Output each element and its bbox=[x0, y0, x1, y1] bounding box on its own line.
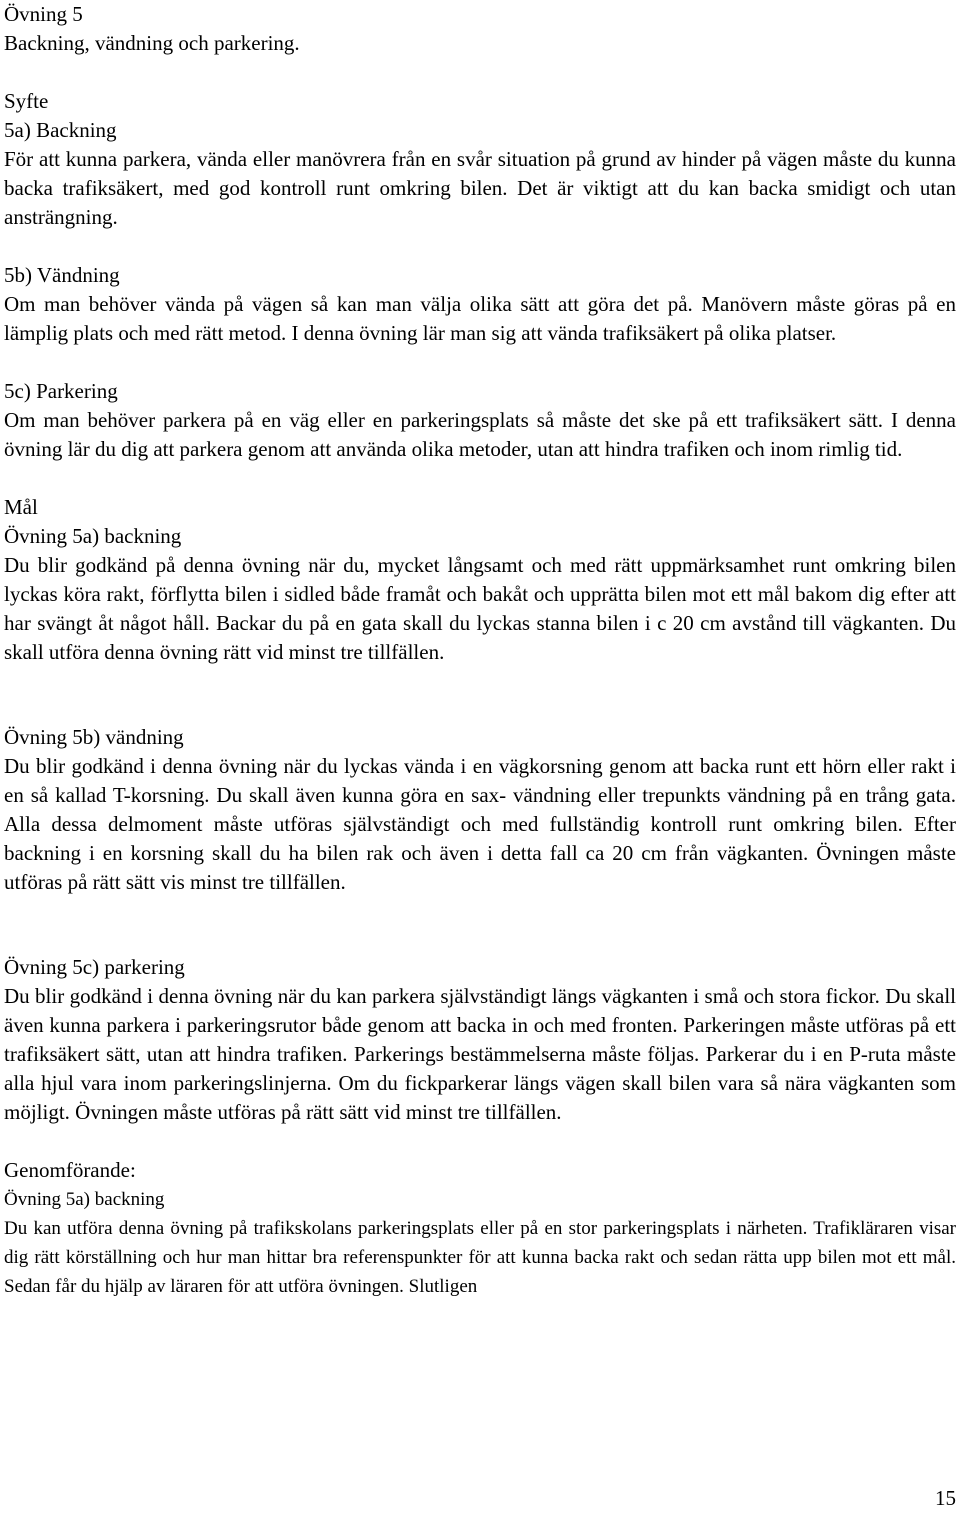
mal-a-heading: Övning 5a) backning bbox=[4, 524, 182, 548]
syfte-a-heading: 5a) Backning bbox=[4, 118, 117, 142]
mal-b-text: Du blir godkänd i denna övning när du lyckas vända i en vägkorsning genom att backa runt ett hörn eller rakt i en så kallad T-korsning. Du skall även kunna göra en sax- vändning eller trepunkts vändning på en trång gata. Alla dessa delmoment måste utföras självständigt och med fullständig kontroll runt omkring bilen. Efter backning i en korsning skall du ha bilen rak och även i detta fall ca 20 cm från vägkanten. Övningen måste utföras på rätt sätt vis minst tre tillfällen. bbox=[4, 754, 956, 894]
mal-heading: Mål bbox=[4, 495, 38, 519]
mal-a-text: Du blir godkänd på denna övning när du, mycket långsamt och med rätt uppmärksamhet runt omkring bilen lyckas köra rakt, förflytta bilen i sidled både framåt och bakåt och upprätta bilen mot ett mål bakom dig efter att har svängt åt något håll. Backar du på en gata skall du lyckas stanna bilen i c 20 cm avstånd till vägkanten. Du skall utföra denna övning rätt vid minst tre tillfällen. bbox=[4, 553, 956, 664]
mal-b-heading: Övning 5b) vändning bbox=[4, 725, 184, 749]
syfte-c-text: Om man behöver parkera på en väg eller en parkeringsplats så måste det ske på ett trafiksäkert sätt. I denna övning lär du dig att parkera genom att använda olika metoder, utan att hindra trafiken och inom rimlig tid. bbox=[4, 408, 956, 461]
genomforande-heading: Genomförande: bbox=[4, 1158, 136, 1182]
syfte-heading: Syfte bbox=[4, 89, 49, 113]
syfte-c-heading: 5c) Parkering bbox=[4, 379, 118, 403]
genomforande-a-text: Du kan utföra denna övning på trafikskolans parkeringsplats eller på en stor parkeringsplats i närheten. Trafikläraren visar dig rätt körställning och hur man hittar bra referenspunkter för att kunna backa rakt och sedan rätta upp bilen mot ett mål. Sedan får du hjälp av läraren för att utföra övningen. Slutligen bbox=[4, 1218, 956, 1297]
page-number: 15 bbox=[935, 1486, 956, 1510]
document-page bbox=[4, 0, 956, 1301]
exercise-title: Backning, vändning och parkering. bbox=[4, 31, 300, 55]
syfte-b-text: Om man behöver vända på vägen så kan man välja olika sätt att göra det på. Manövern måste göras på en lämplig plats och med rätt metod. I denna övning lär man sig att vända trafiksäkert på olika platser. bbox=[4, 292, 956, 345]
mal-c-text: Du blir godkänd i denna övning när du kan parkera självständigt längs vägkanten i små och stora fickor. Du skall även kunna parkera i parkeringsrutor både genom att backa in och med fronten. Parkeringen måste utföras på ett trafiksäkert sätt, utan att hindra trafiken. Parkerings bestämmelserna måste följas. Parkerar du i en P-ruta måste alla hjul vara inom parkeringslinjerna. Om du fickparkerar längs vägen skall bilen vara så nära vägkanten som möjligt. Övningen måste utföras på rätt sätt vid minst tre tillfällen. bbox=[4, 984, 956, 1124]
syfte-b-heading: 5b) Vändning bbox=[4, 263, 120, 287]
syfte-a-text: För att kunna parkera, vända eller manövrera från en svår situation på grund av hinder på vägen måste du kunna backa trafiksäkert, med god kontroll runt omkring bilen. Det är viktigt att du kan backa smidigt och utan ansträngning. bbox=[4, 147, 956, 229]
exercise-number: Övning 5 bbox=[4, 2, 83, 26]
genomforande-a-heading: Övning 5a) backning bbox=[4, 1189, 165, 1210]
mal-c-heading: Övning 5c) parkering bbox=[4, 955, 185, 979]
